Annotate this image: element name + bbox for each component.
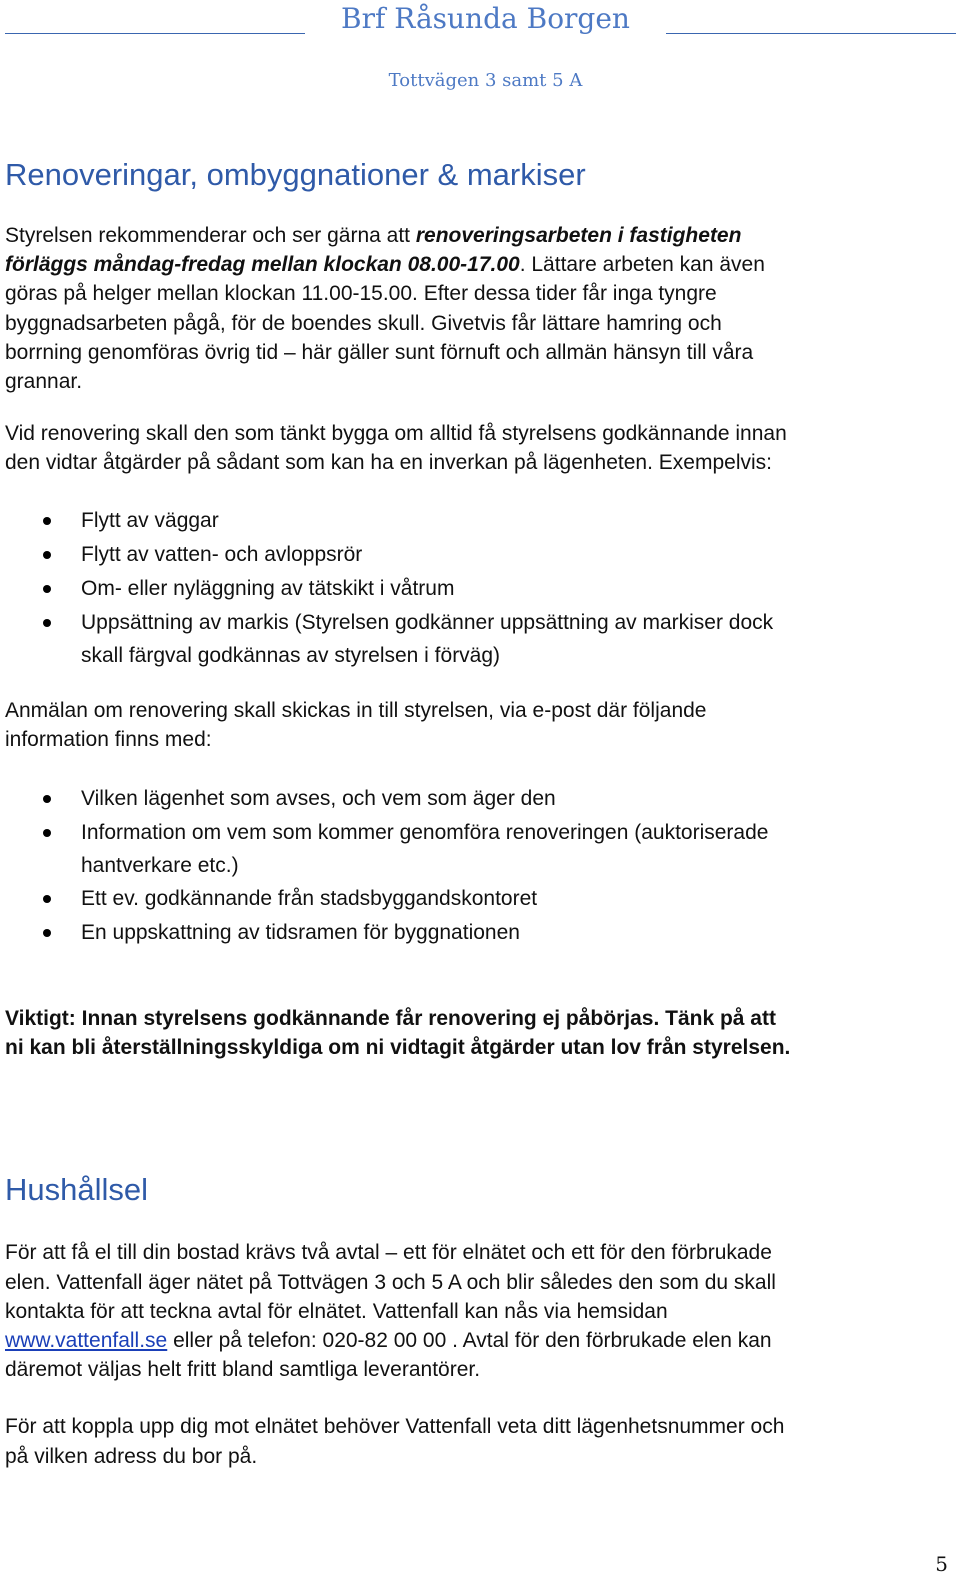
bullet-icon	[43, 517, 51, 525]
bullet-icon	[43, 619, 51, 627]
page-header	[0, 0, 960, 100]
document-body	[5, 155, 955, 1471]
text-line: elen. Vattenfall äger nätet på Tottvägen 3 och 5 A och blir således den som du skall	[5, 1270, 776, 1294]
bullet-icon	[43, 895, 51, 903]
text-line: byggnadsarbeten pågå, för de boendes skull. Givetvis får lättare hamring och	[5, 311, 722, 335]
bullet-icon	[43, 929, 51, 937]
text-line: För att koppla upp dig mot elnätet behöver Vattenfall veta ditt lägenhetsnummer och	[5, 1415, 785, 1439]
text-line: För att få el till din bostad krävs två avtal – ett för elnätet och ett för den förbrukade	[5, 1241, 772, 1265]
bullet-icon	[43, 551, 51, 559]
paragraph-connection-info	[5, 1412, 955, 1470]
text-fragment: eller på telefon: 020-82 00 00 . Avtal för den förbrukade elen kan	[167, 1329, 772, 1353]
association-address: Tottvägen 3 samt 5 A	[388, 70, 583, 91]
header-rule-right	[666, 33, 956, 34]
bullet-icon	[43, 795, 51, 803]
text-line: grannar.	[5, 370, 83, 394]
text-line: kontakta för att teckna avtal för elnätet. Vattenfall kan nås via hemsidan	[5, 1299, 668, 1323]
list-item: Vilken lägenhet som avses, och vem som äger den	[5, 782, 955, 816]
list-item: Flytt av väggar	[5, 504, 955, 538]
list-item: Information om vem som kommer genomföra renoveringen (auktoriserade hantverkare etc.)	[5, 816, 955, 882]
text-line: Anmälan om renovering skall skickas in till styrelsen, via e-post där följande	[5, 698, 707, 722]
text-line: ni kan bli återställningsskyldiga om ni vidtagit åtgärder utan lov från styrelsen.	[5, 1036, 791, 1060]
text-line: den vidtar åtgärder på sådant som kan ha en inverkan på lägenheten. Exempelvis:	[5, 451, 772, 475]
bullet-icon	[43, 585, 51, 593]
list-item: Om- eller nyläggning av tätskikt i våtrum	[5, 572, 955, 606]
paragraph-approval-required	[5, 419, 955, 477]
vattenfall-website-link[interactable]: www.vattenfall.se	[5, 1329, 168, 1353]
emphasis-weekday-hours: förläggs måndag-fredag mellan klockan 08.00-17.00	[5, 253, 520, 277]
list-item: Flytt av vatten- och avloppsrör	[5, 538, 955, 572]
header-rule-left	[5, 33, 305, 34]
list-item: Ett ev. godkännande från stadsbyggandskontoret	[5, 882, 955, 916]
emphasis-renovation-work: renoveringsarbeten i fastigheten	[415, 224, 742, 247]
text-fragment: Styrelsen rekommenderar och ser gärna att	[5, 224, 416, 247]
association-name: Brf Råsunda Borgen	[341, 2, 630, 35]
paragraph-important-notice	[5, 1004, 955, 1062]
paragraph-electricity-contracts	[5, 1238, 955, 1384]
text-line: Viktigt: Innan styrelsens godkännande får renovering ej påbörjas. Tänk på att	[5, 1007, 776, 1031]
text-line: göras på helger mellan klockan 11.00-15.00. Efter dessa tider får inga tyngre	[5, 282, 717, 306]
text-fragment: . Lättare arbeten kan även	[519, 253, 765, 277]
page-number: 5	[935, 1552, 948, 1576]
list-item: En uppskattning av tidsramen för byggnationen	[5, 916, 955, 950]
list-item: Uppsättning av markis (Styrelsen godkänner uppsättning av markiser dock skall färgval godkännas av styrelsen i förväg)	[5, 606, 955, 672]
text-line: information finns med:	[5, 727, 212, 751]
paragraph-working-hours	[5, 221, 955, 396]
text-line: på vilken adress du bor på.	[5, 1444, 258, 1468]
paragraph-notification	[5, 696, 955, 754]
text-line: däremot väljas helt fritt bland samtliga leverantörer.	[5, 1358, 481, 1382]
heading-renovations: Renoveringar, ombyggnationer & markiser	[5, 157, 586, 192]
list-required-information	[5, 782, 955, 950]
text-line: Vid renovering skall den som tänkt bygga om alltid få styrelsens godkännande innan	[5, 422, 787, 446]
list-example-works	[5, 504, 955, 672]
text-line: borrning genomföras övrig tid – här gäller sunt förnuft och allmän hänsyn till våra	[5, 340, 754, 364]
bullet-icon	[43, 829, 51, 837]
heading-household-electricity: Hushållsel	[5, 1172, 149, 1208]
